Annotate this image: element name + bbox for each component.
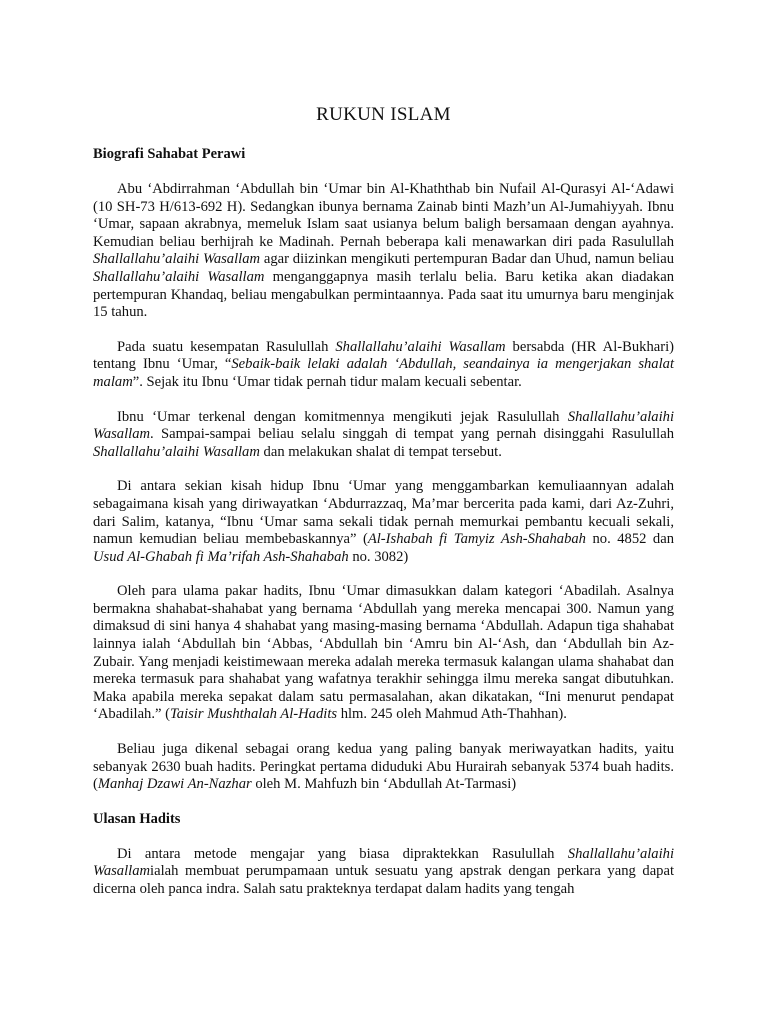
italic-text: Shallallahu’alaihi Wasallam (93, 443, 260, 460)
text: Oleh para ulama pakar hadits, Ibnu ‘Umar dimasukkan dalam kategori ‘Abadilah. Asalnya bermakna shahabat-shahabat yang bernama ‘Abdullah yang mereka mencapai 300. Namun yang dimaksud di sini hanya 4 shahabat yang masing-masing bernama ‘Abdullah. Adapun tiga shahabat lainnya ialah ‘Abdullah bin ‘Abbas, ‘Abdullah bin ‘Amru bin Al-‘Ash, dan ‘Abdullah bin Az-Zubair. Yang menjadi keistimewaan mereka adalah mereka termasuk kalangan ulama shahabat dan mereka termasuk para shahabat yang wafatnya terakhir sehingga ilmu mereka sangat dibutuhkan. Maka apabila mereka sepakat dalam satu permasalahan, akan dikatakan, “Ini menurut pendapat ‘Abadilah.” ( (93, 583, 674, 723)
page-title: RUKUN ISLAM (316, 104, 451, 125)
italic-text: Shallallahu’alaihi Wasallam (335, 338, 506, 355)
text: agar diizinkan mengikuti pertempuran Badar dan Uhud, namun beliau (260, 251, 674, 268)
italic-text: Al-Ishabah fi Tamyiz Ash-Shahabah (367, 531, 586, 548)
italic-text: Shallallahu’alaihi Wasallam (93, 251, 261, 268)
italic-text: Shallallahu’alaihi Wasallam (93, 408, 674, 443)
italic-text: Sebaik-baik lelaki adalah ‘Abdullah, seandainya ia mengerjakan shalat malam (93, 356, 674, 390)
paragraph-2 (93, 339, 674, 392)
text: Abu ‘Abdirrahman ‘Abdullah bin ‘Umar bin Al-Khaththab bin Nufail Al-Qurasyi Al-‘Adawi (10 SH-73 H/613-692 H). Sedangkan ibunya bernama Zainab binti Mazh’un Al-Jumahiyyah. Ibnu ‘Umar, sapaan akrabnya, memeluk Islam saat usianya belum baligh bersamaan dengan ayahnya. Kemudian beliau berhijrah ke Madinah. Pernah beberapa kali menawarkan diri pada Rasulullah (93, 181, 674, 250)
text: hlm. 245 oleh Mahmud Ath-Thahhan). (337, 706, 567, 723)
text: ialah membuat perumpamaan untuk sesuatu yang apstrak dengan perkara yang dapat dicerna oleh panca indra. Salah satu prakteknya terdapat dalam hadits yang tengah (93, 863, 674, 897)
paragraph-6 (93, 741, 674, 794)
text: Di antara metode mengajar yang biasa dipraktekkan Rasulullah (117, 845, 568, 862)
italic-text: Shallallahu’alaihi Wasallam (93, 268, 265, 285)
paragraph-7 (93, 846, 674, 899)
text: no. 3082) (348, 548, 409, 565)
section-heading-ulasan: Ulasan Hadits (93, 810, 181, 827)
italic-text: Usud Al-Ghabah fi Ma’rifah Ash-Shahabah (93, 548, 349, 565)
text: Ibnu ‘Umar terkenal dengan komitmennya mengikuti jejak Rasulullah (117, 408, 568, 425)
paragraph-1 (93, 181, 674, 322)
text: Di antara sekian kisah hidup Ibnu ‘Umar yang menggambarkan kemuliaannyan adalah sebagaimana kisah yang diriwayatkan ‘Abdurrazzaq, Ma’mar bercerita pada kami, dari Az-Zuhri, dari Salim, katanya, “Ibnu ‘Umar sama sekali tidak pernah memurkai pembantu kecuali sekali, namun kemudian beliau membebaskannya” ( (93, 478, 674, 548)
italic-text: Manhaj Dzawi An-Nazhar (97, 776, 252, 793)
text: Beliau juga dikenal sebagai orang kedua yang paling banyak meriwayatkan hadits, yaitu sebanyak 2630 buah hadits. Peringkat pertama diduduki Abu Hurairah sebanyak 5374 buah hadits. ( (93, 741, 674, 793)
document-body (93, 104, 674, 916)
text: oleh M. Mahfuzh bin ‘Abdullah At-Tarmasi) (251, 776, 517, 793)
paragraph-3 (93, 409, 674, 462)
paragraph-5 (93, 583, 674, 724)
text: menganggapnya masih terlalu belia. Baru ketika akan diadakan pertempuran Khandaq, beliau mengabulkan permintaannya. Pada saat itu umurnya baru menginjak 15 tahun. (93, 268, 674, 321)
text: . Sampai-sampai beliau selalu singgah di tempat yang pernah disinggahi Rasulullah (150, 426, 674, 443)
section-heading-biografi: Biografi Sahabat Perawi (93, 146, 246, 162)
paragraph-4 (93, 478, 674, 566)
text: dan melakukan shalat di tempat tersebut. (259, 443, 502, 460)
text: Pada suatu kesempatan Rasulullah (117, 338, 336, 355)
italic-text: Shallallahu’alaihi Wasallam (93, 845, 674, 880)
text: no. 4852 dan (585, 531, 674, 548)
text: ”. Sejak itu Ibnu ‘Umar tidak pernah tidur malam kecuali sebentar. (132, 373, 522, 390)
italic-text: Taisir Mushthalah Al-Hadits (170, 706, 338, 723)
text: bersabda (HR Al-Bukhari) tentang Ibnu ‘Umar, “ (93, 338, 674, 373)
